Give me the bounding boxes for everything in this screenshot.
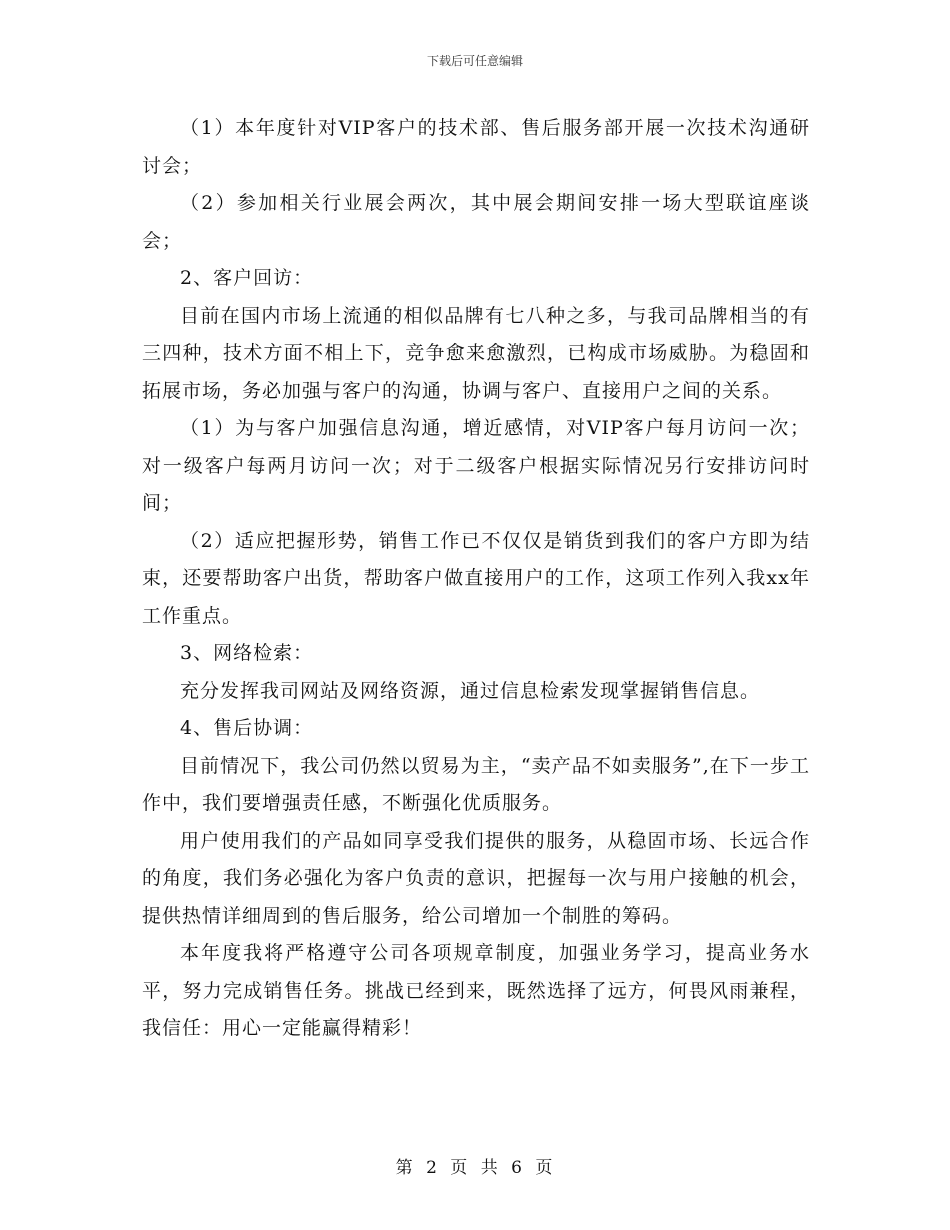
paragraph-service-focus: 目前情况下，我公司仍然以贸易为主，“卖产品不如卖服务”,在下一步工作中，我们要增强责任感，不断强化优质服务。 (142, 754, 810, 814)
paragraph-annual-commitment: 本年度我将严格遵守公司各项规章制度，加强业务学习，提高业务水平，努力完成销售任务。挑战已经到来，既然选择了远方，何畏风雨兼程，我信任：用心一定能赢得精彩！ (142, 942, 810, 1039)
paragraph-visit-schedule: （1）为与客户加强信息沟通，增近感情，对VIP客户每月访问一次；对一级客户每两月访问一次；对于二级客户根据实际情况另行安排访问时间； (142, 417, 810, 514)
page-number-footer: 第 2 页 共 6 页 (395, 1158, 555, 1178)
paragraph-market-competition: 目前在国内市场上流通的相似品牌有七八种之多，与我司品牌相当的有三四种，技术方面不相上下，竞争愈来愈激烈，已构成市场威胁。为稳固和拓展市场，务必加强与客户的沟通，协调与客户、直接用户之间的关系。 (142, 304, 810, 402)
paragraph-customer-responsibility: 用户使用我们的产品如同享受我们提供的服务，从稳固市场、长远合作的角度，我们务必强化为客户负责的意识，把握每一次与用户接触的机会，提供热情详细周到的售后服务，给公司增加一个制胜的筹码。 (142, 829, 810, 927)
section-heading-customer-visit: 2、客户回访： (180, 267, 314, 289)
paragraph-network-resources: 充分发挥我司网站及网络资源，通过信息检索发现掌握销售信息。 (180, 679, 761, 702)
paragraph-trade-show: （2）参加相关行业展会两次，其中展会期间安排一场大型联谊座谈会； (142, 192, 810, 252)
paragraph-help-customers: （2）适应把握形势，销售工作已不仅仅是销货到我们的客户方即为结束，还要帮助客户出货，帮助客户做直接用户的工作，这项工作列入我xx年工作重点。 (142, 529, 810, 627)
page-header: 下载后可任意编辑 (426, 54, 523, 68)
document-body (142, 110, 810, 1048)
section-heading-network-search: 3、网络检索： (180, 642, 314, 664)
paragraph-vip-seminar: （1）本年度针对VIP客户的技术部、售后服务部开展一次技术沟通研讨会； (142, 117, 810, 177)
section-heading-after-sales: 4、售后协调： (180, 717, 314, 739)
